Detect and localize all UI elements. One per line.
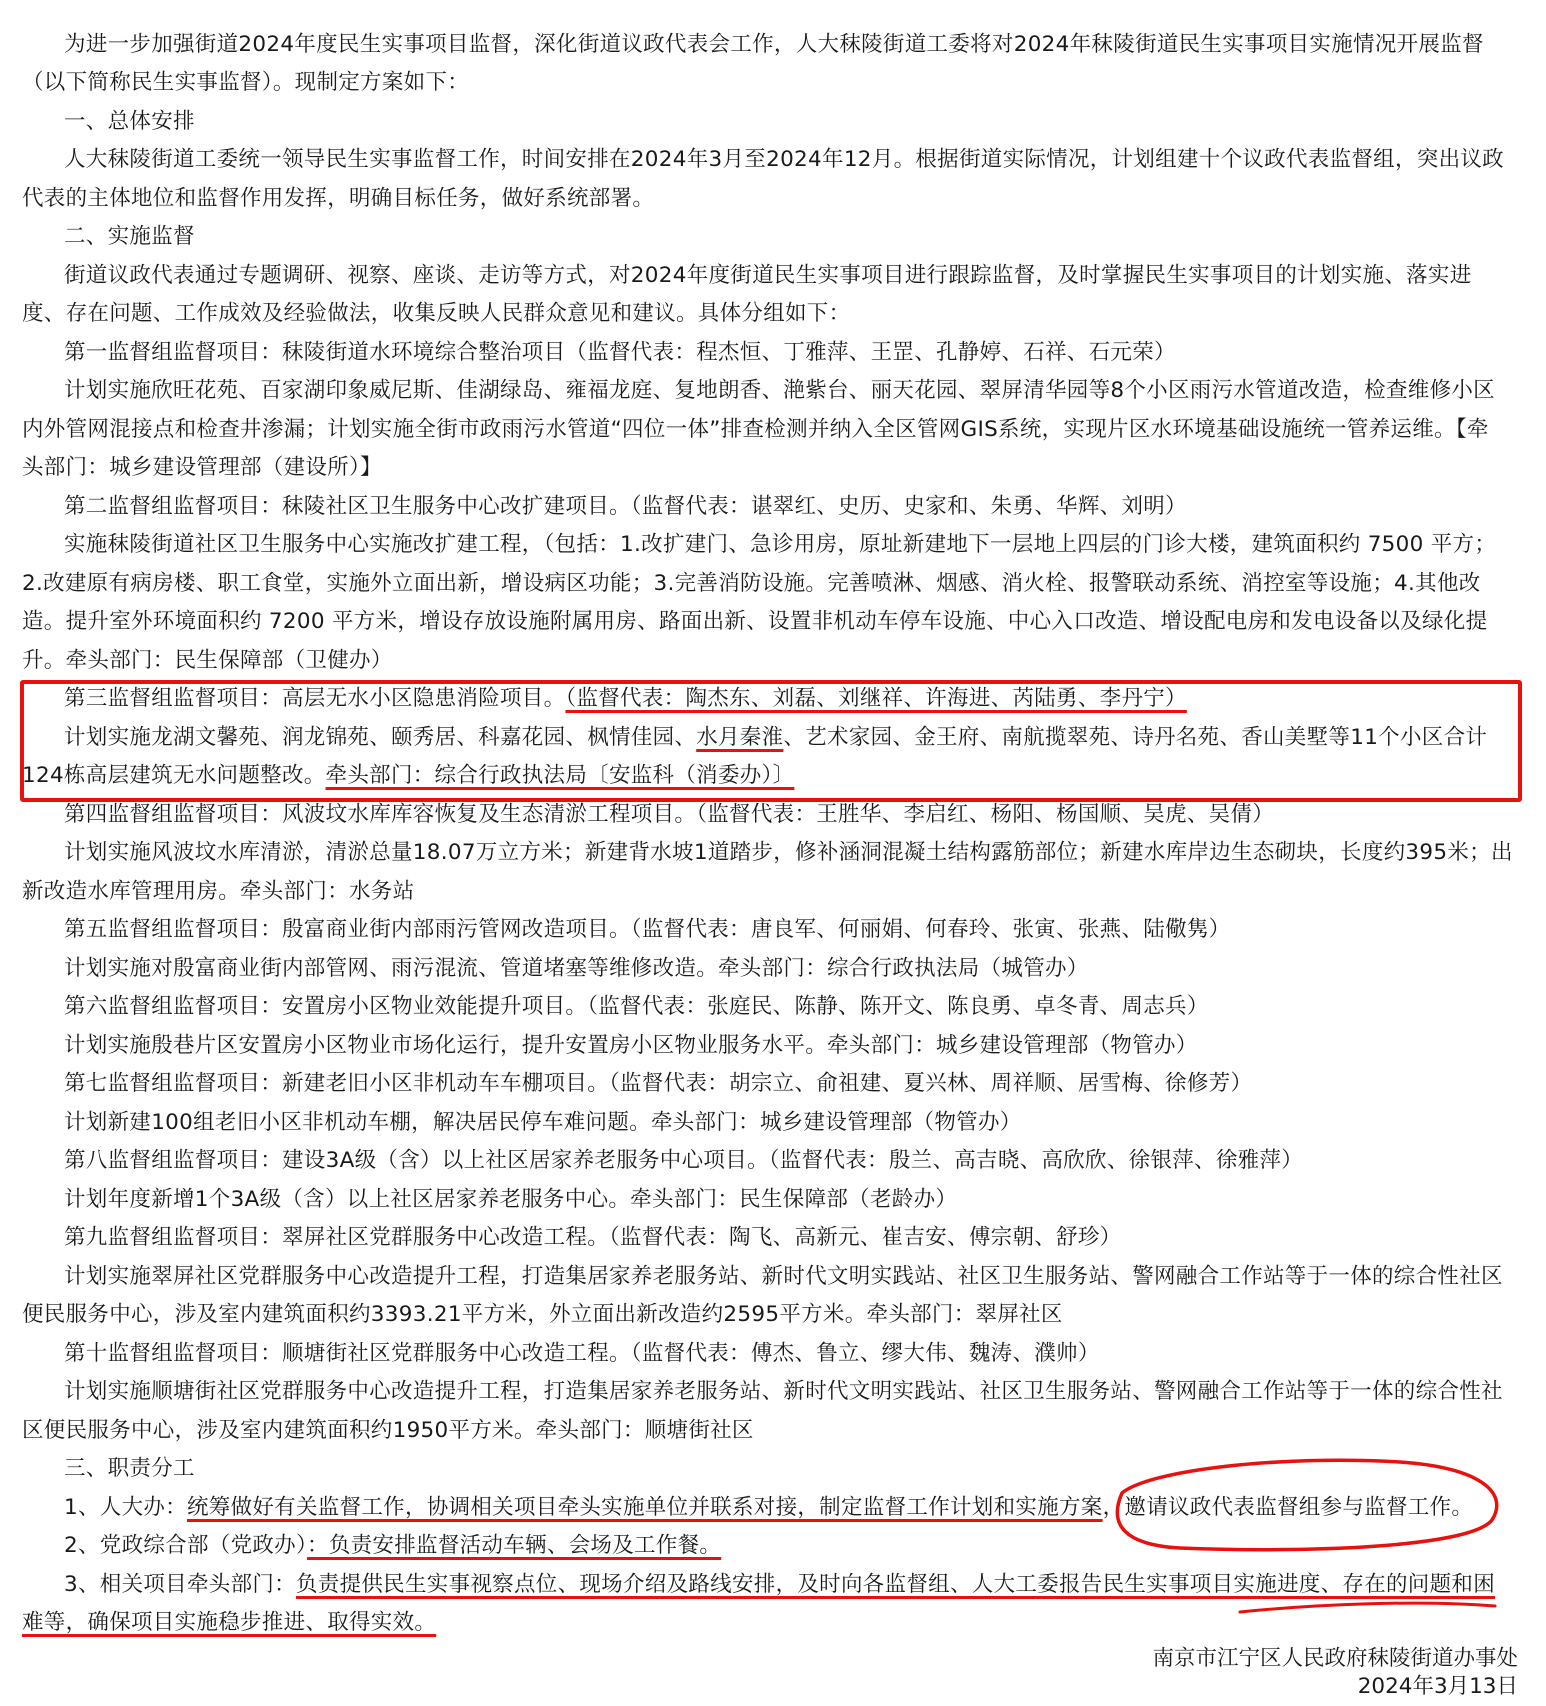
group-5-text: 计划实施对殷富商业街内部管网、雨污混流、管道堵塞等维修改造。牵头部门：综合行政执法局（城管办） (64, 956, 1089, 981)
group-1-text: 内外管网混接点和检查井渗漏；计划实施全街市政雨污水管道“四位一体”排查检测并纳入全区管网GIS系统，实现片区水环境基础设施统一管养运维。【牵 (22, 417, 1489, 442)
group-4-text: 计划实施风波坟水库清淤，清淤总量18.07万立方米；新建背水坡1道踏步，修补涵洞混凝土结构露筋部位；新建水库岸边生态砌块，长度约395米；出 (64, 840, 1513, 865)
group-7-title: 第七监督组监督项目：新建老旧小区非机动车车棚项目。（监督代表：胡宗立、俞祖建、夏兴林、周祥顺、居雪梅、徐修芳） (64, 1071, 1253, 1096)
group-8-text: 计划年度新增1个3A级（含）以上社区居家养老服务中心。牵头部门：民生保障部（老龄办） (64, 1187, 958, 1212)
group-10-text: 计划实施顺塘街社区党群服务中心改造提升工程，打造集居家养老服务站、新时代文明实践站、社区卫生服务站、警网融合工作站等于一体的综合性社 (64, 1379, 1503, 1404)
group-3-text (22, 757, 794, 795)
group-3-lead-department: 牵头部门：综合行政执法局〔安监科（消委办）〕 (325, 763, 795, 788)
section-heading-2: 二、实施监督 (64, 224, 195, 249)
group-2-title: 第二监督组监督项目：秣陵社区卫生服务中心改扩建项目。（监督代表：谌翠红、史历、史家和、朱勇、华辉、刘明） (64, 494, 1187, 519)
duty-2 (64, 1527, 721, 1565)
group-8-title: 第八监督组监督项目：建设3A级（含）以上社区居家养老服务中心项目。（监督代表：殷兰、高吉晓、高欣欣、徐银萍、徐雅萍） (64, 1148, 1304, 1173)
group-3-text (64, 719, 1487, 757)
group-3-title-text: 第三监督组监督项目：高层无水小区隐患消险项目。 (64, 686, 566, 711)
group-9-text: 便民服务中心，涉及室内建筑面积约3393.21平方米，外立面出新改造约2595平方米。牵头部门：翠屏社区 (22, 1302, 1063, 1327)
group-3-text-part: 、艺术家园、金王府、南航揽翠苑、诗丹名苑、香山美墅等11个小区合计 (783, 725, 1488, 750)
group-6-title: 第六监督组监督项目：安置房小区物业效能提升项目。（监督代表：张庭民、陈静、陈开文、陈良勇、卓冬青、周志兵） (64, 994, 1209, 1019)
group-3-text-part: 124栋高层建筑无水问题整改。 (22, 763, 326, 788)
duty-3-underlined: 难等，确保项目实施稳步推进、取得实效。 (22, 1610, 437, 1635)
date: 2024年3月13日 (1357, 1674, 1518, 1699)
group-9-title: 第九监督组监督项目：翠屏社区党群服务中心改造工程。（监督代表：陶飞、高新元、崔吉安、傅宗朝、舒珍） (64, 1225, 1122, 1250)
duty-1-circled: ，邀请议政代表监督组参与监督工作。 (1102, 1495, 1474, 1520)
group-9-text: 计划实施翠屏社区党群服务中心改造提升工程，打造集居家养老服务站、新时代文明实践站、社区卫生服务站、警网融合工作站等于一体的综合性社区 (64, 1264, 1503, 1289)
duty-3 (64, 1566, 1495, 1604)
red-swoosh-annotation (1240, 1603, 1495, 1612)
group-1-title: 第一监督组监督项目：秣陵街道水环境综合整治项目（监督代表：程杰恒、丁雅萍、王罡、孔静婷、石祥、石元荣） (64, 340, 1176, 365)
duty-1 (64, 1489, 1473, 1527)
duty-1-underlined: 统筹做好有关监督工作，协调相关项目牵头实施单位并联系对接，制定监督工作计划和实施方案 (186, 1495, 1103, 1520)
group-3-representatives: （监督代表：陶杰东、刘磊、刘继祥、许海进、芮陆勇、李丹宁） (565, 686, 1187, 711)
group-6-text: 计划实施殷巷片区安置房小区物业市场化运行，提升安置房小区物业服务水平。牵头部门：城乡建设管理部（物管办） (64, 1033, 1198, 1058)
duty-2-label: 2、党政综合部（党政办） (64, 1533, 308, 1558)
group-2-text: 2.改建原有病房楼、职工食堂，实施外立面出新，增设病区功能；3.完善消防设施。完善喷淋、烟感、消火栓、报警联动系统、消控室等设施；4.其他改 (22, 571, 1481, 596)
group-10-text: 区便民服务中心，涉及室内建筑面积约1950平方米。牵头部门：顺塘街社区 (22, 1418, 754, 1443)
paragraph: 街道议政代表通过专题调研、视察、座谈、走访等方式，对2024年度街道民生实事项目进行跟踪监督，及时掌握民生实事项目的计划实施、落实进 (64, 263, 1472, 288)
paragraph: 人大秣陵街道工委统一领导民生实事监督工作，时间安排在2024年3月至2024年12月。根据街道实际情况，计划组建十个议政代表监督组，突出议政 (64, 147, 1504, 172)
group-2-text: 升。牵头部门：民生保障部（卫健办） (22, 648, 393, 673)
group-4-text: 新改造水库管理用房。牵头部门：水务站 (22, 879, 415, 904)
section-heading-3: 三、职责分工 (64, 1456, 195, 1481)
section-heading-1: 一、总体安排 (64, 109, 195, 134)
group-3-text-part: 计划实施龙湖文馨苑、润龙锦苑、颐秀居、科嘉花园、枫情佳园、 (64, 725, 697, 750)
duty-3-cont (22, 1604, 436, 1642)
group-4-title: 第四监督组监督项目：风波坟水库库容恢复及生态清淤工程项目。（监督代表：王胜华、李启红、杨阳、杨国顺、吴虎、吴倩） (64, 802, 1275, 827)
duty-2-underlined: ：负责安排监督活动车辆、会场及工作餐。 (307, 1533, 722, 1558)
group-1-text: 计划实施欣旺花苑、百家湖印象威尼斯、佳湖绿岛、雍福龙庭、复地朗香、滟紫台、丽天花园、翠屏清华园等8个小区雨污水管道改造，检查维修小区 (64, 378, 1495, 403)
group-3-title (64, 680, 1187, 718)
group-1-text: 头部门：城乡建设管理部（建设所）】 (22, 455, 382, 480)
duty-3-label: 3、相关项目牵头部门： (64, 1572, 296, 1597)
intro-line-2: （以下简称民生实事监督）。现制定方案如下： (22, 70, 470, 95)
paragraph: 代表的主体地位和监督作用发挥，明确目标任务，做好系统部署。 (22, 186, 655, 211)
duty-1-label: 1、人大办： (64, 1495, 187, 1520)
group-2-text: 实施秣陵街道社区卫生服务中心实施改扩建工程，（包括：1.改扩建门、急诊用房，原址新建地下一层地上四层的门诊大楼，建筑面积约 7500 平方； (64, 532, 1497, 557)
group-7-text: 计划新建100组老旧小区非机动车棚，解决居民停车难问题。牵头部门：城乡建设管理部（物管办） (64, 1110, 1022, 1135)
highlighted-community: 水月秦淮 (696, 725, 784, 750)
intro-line-1: 为进一步加强街道2024年度民生实事项目监督，深化街道议政代表会工作，人大秣陵街道工委将对2024年秣陵街道民生实事项目实施情况开展监督 (64, 32, 1484, 57)
signer: 南京市江宁区人民政府秣陵街道办事处 (1152, 1646, 1518, 1671)
paragraph: 度、存在问题、工作成效及经验做法，收集反映人民群众意见和建议。具体分组如下： (22, 301, 851, 326)
group-10-title: 第十监督组监督项目：顺塘街社区党群服务中心改造工程。（监督代表：傅杰、鲁立、缪大伟、魏涛、濮帅） (64, 1341, 1100, 1366)
group-2-text: 造。提升室外环境面积约 7200 平方米，增设存放设施附属用房、路面出新、设置非机动车停车设施、中心入口改造、增设配电房和发电设备以及绿化提 (22, 609, 1488, 634)
duty-3-underlined: 负责提供民生实事视察点位、现场介绍及路线安排，及时向各监督组、人大工委报告民生实事项目实施进度、存在的问题和困 (295, 1572, 1495, 1597)
group-5-title: 第五监督组监督项目：殷富商业街内部雨污管网改造项目。（监督代表：唐良军、何丽娟、何春玲、张寅、张燕、陆儆隽） (64, 917, 1231, 942)
